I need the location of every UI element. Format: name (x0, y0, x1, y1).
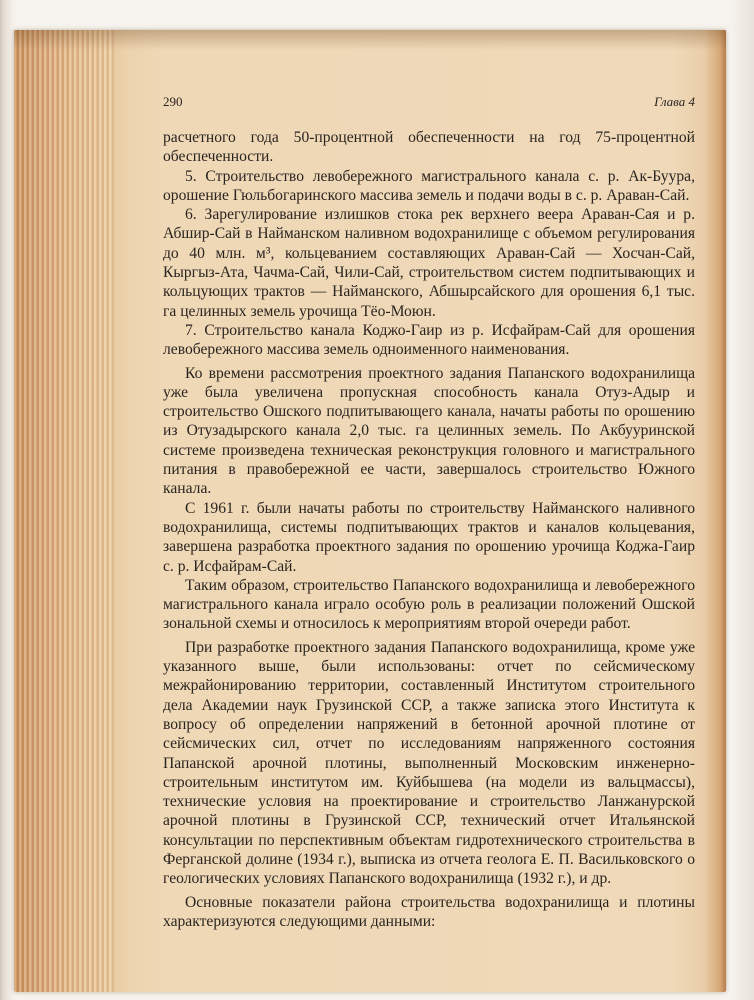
top-shadow (14, 30, 726, 50)
paragraph-8: При разработке проектного задания Папанского водохранилища, кроме уже указанного выше, были использованы: отчет по сейсмическому межрайонированию территории, составленный Институтом строительного дела Академии наук Грузинской ССР, а также записка этого Института к вопросу об определении напряжений в бетонной арочной плотине от сейсмических сил, отчет по исследованиям напряженного состояния Папанской арочной плотины, выполненный Московским инженерно-строительным институтом им. Куйбышева (на модели из вальцмассы), технические условия на проектирование и строительство Ланжанурской арочной плотины в Грузинской ССР, технический отчет Итальянской консультации по перспективным объектам гидротехнического строительства в Ферганской долине (1934 г.), выписка из отчета геолога Е. П. Васильковского о геологических условиях Папанского водохранилища (1932 г.), и др. (163, 638, 695, 888)
page-edges (14, 30, 114, 992)
paragraph-6: С 1961 г. были начаты работы по строительству Найманского наливного водохранилища, системы подпитывающих трактов и каналов кольцевания, завершена разработка проектного задания по орошению урочища Коджа-Гаир с. р. Исфайрам-Сай. (163, 499, 695, 575)
paragraph-2: 5. Строительство левобережного магистрального канала с. р. Ак-Буура, орошение Гюльбогаринского массива земель и подачи воды в с. р. Араван-Сай. (163, 167, 695, 204)
page-number: 290 (163, 94, 183, 109)
paragraph-4: 7. Строительство канала Коджо-Гаир из р. Исфайрам-Сай для орошения левобережного массива земель одноименного наименования. (163, 321, 695, 359)
chapter-title: Глава 4 (654, 94, 695, 109)
paragraph-1: расчетного года 50-процентной обеспеченности на год 75-процентной обеспеченности. (163, 129, 695, 166)
paragraph-9: Основные показатели района строительства водохранилища и плотины характеризуются следующими данными: (163, 893, 695, 930)
paragraph-3: 6. Зарегулирование излишков стока рек верхнего веера Араван-Сая и р. Абшир-Сай в Найманском наливном водохранилище с объемом регулирования до 40 млн. м³, кольцеванием составляющих Араван-Сай — Хосчан-Сай, Кыргыз-Ата, Чачма-Сай, Чили-Сай, строительством систем подпитывающих и кольцующих трактов — Найманского, Абшырсайского для орошения 6,1 тыс. га целинных земель урочища Тёо-Моюн. (163, 206, 695, 320)
body-text (163, 128, 695, 931)
running-header (163, 94, 695, 114)
paragraph-7: Таким образом, строительство Папанского водохранилища и левобережного магистрального канала играло особую роль в реализации положений Ошской зональной схемы и относилось к мероприятиям второй очереди работ. (163, 576, 695, 633)
page-content (163, 94, 695, 974)
paragraph-5: Ко времени рассмотрения проектного задания Папанского водохранилища уже была увеличена пропускная способность канала Отуз-Адыр и строительство Ошского подпитывающего канала, начаты работы по орошению из Отузадырского канала 2,0 тыс. га целинных земель. По Акбууринской системе произведена техническая реконструкция головного и магистрального питания в правобережной ее части, завершалось строительство Южного канала. (163, 364, 695, 498)
